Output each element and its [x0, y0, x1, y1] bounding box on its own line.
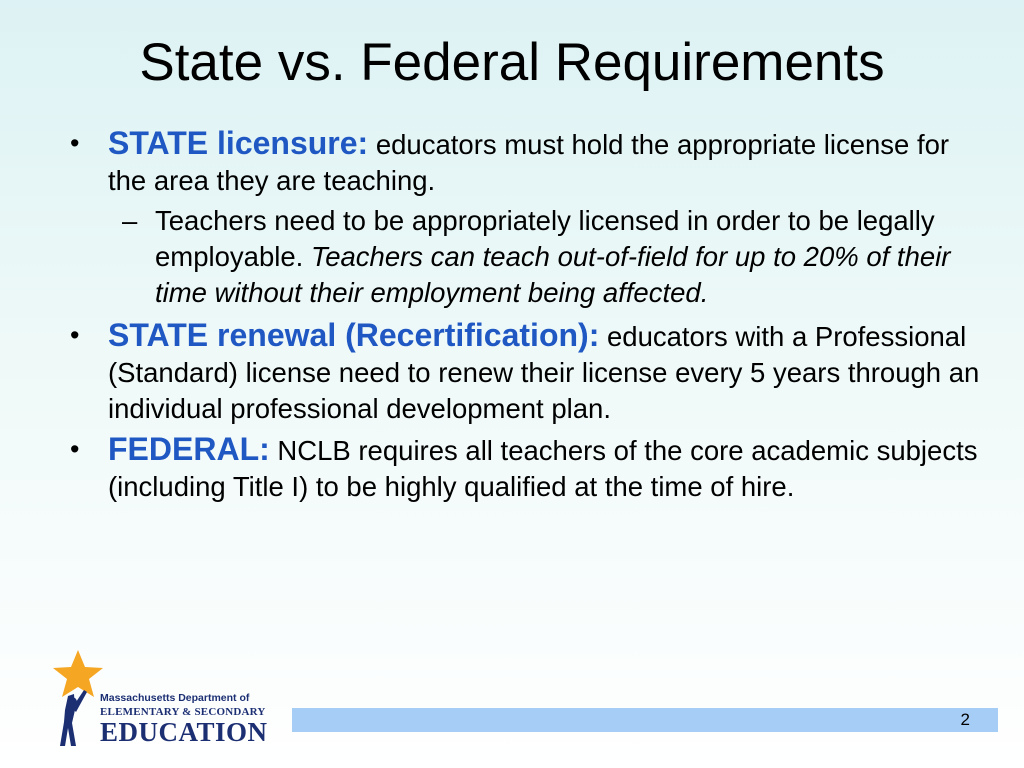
bullet-lead: FEDERAL:	[108, 431, 270, 467]
footer-bar	[292, 708, 998, 732]
bullet-text: educators must hold the appropriate license for the area they are teaching.	[108, 129, 950, 196]
bullet-federal	[70, 431, 980, 505]
bullet-icon: •	[70, 434, 80, 464]
logo-line-education: EDUCATION	[100, 717, 268, 747]
sub-bullet-licensed	[70, 203, 980, 311]
logo-line-elementary: ELEMENTARY & SECONDARY	[100, 706, 266, 718]
bullet-lead: STATE licensure:	[108, 125, 369, 161]
dash-icon: –	[122, 205, 138, 236]
slide-content	[70, 125, 980, 509]
slide-title: State vs. Federal Requirements	[139, 33, 885, 92]
bullet-lead: STATE renewal (Recertification):	[108, 317, 600, 353]
bullet-state-renewal	[70, 317, 980, 427]
page-number: 2	[960, 710, 970, 729]
bullet-text: educators with a Professional (Standard) license need to renew their license every 5 years through an individual professional development plan.	[108, 321, 980, 424]
bullet-state-licensure	[70, 125, 980, 199]
logo-line-department: Massachusetts Department of	[100, 692, 250, 704]
logo-text	[100, 692, 280, 745]
star-figure-icon	[48, 648, 108, 753]
bullet-icon: •	[70, 128, 80, 158]
sub-bullet-italic-text: Teachers can teach out-of-field for up to 20% of their time without their employment being affected.	[155, 241, 951, 308]
bullet-text: NCLB requires all teachers of the core academic subjects (including Title I) to be highly qualified at the time of hire.	[108, 435, 978, 502]
sub-bullet-text: Teachers need to be appropriately licensed in order to be legally employable.	[155, 205, 935, 272]
bullet-icon: •	[70, 320, 80, 350]
